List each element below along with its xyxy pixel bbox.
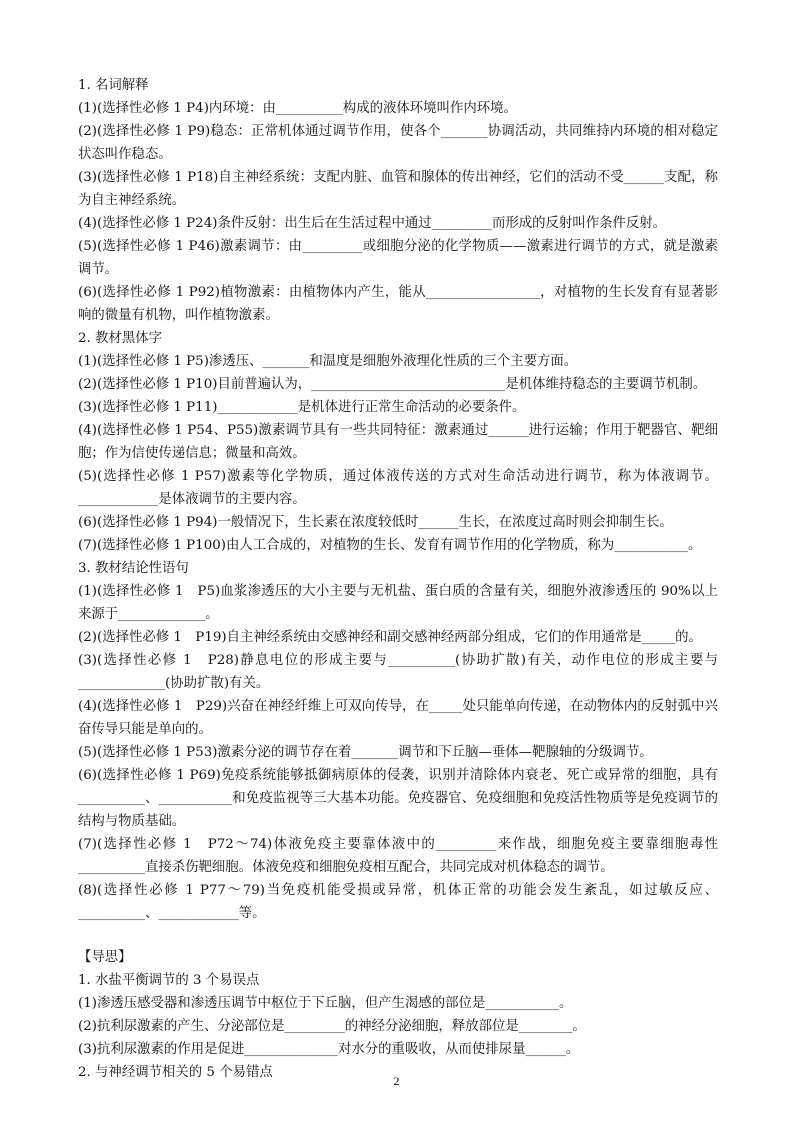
section-heading: 2. 与神经调节相关的 5 个易错点 <box>78 1065 273 1080</box>
section-heading: 3. 教材结论性语句 <box>78 561 189 576</box>
section-heading: 2. 教材黑体字 <box>78 331 162 346</box>
section-conclusions <box>78 557 718 925</box>
question-item: (4)(选择性必修 1 P24)条件反射：出生后在生活过程中通过_________而形成的反射叫作条件反射。 <box>78 216 667 231</box>
question-item: (6)(选择性必修 1 P94)一般情况下，生长素在浓度较低时______生长，在浓度过高时则会抑制生长。 <box>78 515 673 530</box>
question-item: (6)(选择性必修 1 P69)免疫系统能够抵御病原体的侵袭，识别并清除体内衰老、死亡或异常的细胞，具有__________、___________和免疫监视等三大基本功能。免疫器官、免疫细胞和免疫活性物质等是免疫调节的结构与物质基础。 <box>78 768 718 829</box>
section-heading: 1. 水盐平衡调节的 3 个易误点 <box>78 973 260 988</box>
document-body <box>78 74 718 1084</box>
question-item: (7)(选择性必修 1 P72～74)体液免疫主要靠体液中的_________来作战，细胞免疫主要靠细胞毒性__________直接杀伤靶细胞。体液免疫和细胞免疫相互配合，共同完成对机体稳态的调节。 <box>78 837 718 875</box>
question-item: (3)(选择性必修 1 P28)静息电位的形成主要与__________(协助扩散)有关，动作电位的形成主要与_____________(协助扩散)有关。 <box>78 653 718 691</box>
question-item: (2)(选择性必修 1 P9)稳态：正常机体通过调节作用，使各个_______协调活动，共同维持内环境的相对稳定状态叫作稳态。 <box>78 124 718 162</box>
page-number: 2 <box>393 1074 400 1088</box>
section-bold-text <box>78 327 718 557</box>
question-item: (4)(选择性必修 1 P54、P55)激素调节具有一些共同特征：激素通过______进行运输；作用于靶器官、靶细胞；作为信使传递信息；微量和高效。 <box>78 423 718 461</box>
question-item: (1)(选择性必修 1 P4)内环境：由__________构成的液体环境叫作内环境。 <box>78 101 517 116</box>
question-item: (6)(选择性必修 1 P92)植物激素：由植物体内产生，能从_________________，对植物的生长发育有显著影响的微量有机物，叫作植物激素。 <box>78 285 718 323</box>
question-item: (2)(选择性必修 1 P10)目前普遍认为，_____________________________是机体维持稳态的主要调节机制。 <box>78 377 707 392</box>
question-item: (1)(选择性必修 1 P5)渗透压、_______和温度是细胞外液理化性质的三个主要方面。 <box>78 354 578 369</box>
question-item: (1)渗透压感受器和渗透压调节中枢位于下丘脑，但产生渴感的部位是___________。 <box>78 996 573 1011</box>
question-item: (3)(选择性必修 1 P18)自主神经系统：支配内脏、血管和腺体的传出神经，它们的活动不受______支配，称为自主神经系统。 <box>78 170 718 208</box>
question-item: (2)(选择性必修 1 P19)自主神经系统由交感神经和副交感神经两部分组成，它们的作用通常是_____的。 <box>78 630 702 645</box>
question-item: (4)(选择性必修 1 P29)兴奋在神经纤维上可双向传导，在_____处只能单向传递，在动物体内的反射弧中兴奋传导只能是单向的。 <box>78 699 718 737</box>
question-item: (2)抗利尿激素的产生、分泌部位是_________的神经分泌细胞，释放部位是________。 <box>78 1019 586 1034</box>
guide-title: 【导思】 <box>78 950 132 965</box>
question-item: (3)抗利尿激素的作用是促进______________对水分的重吸收，从而使排尿量______。 <box>78 1042 580 1057</box>
section-terms <box>78 74 718 327</box>
section-heading: 1. 名词解释 <box>78 78 149 93</box>
question-item: (7)(选择性必修 1 P100)由人工合成的，对植物的生长、发育有调节作用的化学物质，称为___________。 <box>78 538 702 553</box>
question-item: (1)(选择性必修 1 P5)血浆渗透压的大小主要与无机盐、蛋白质的含量有关，细胞外液渗透压的 90%以上来源于_____________。 <box>78 584 718 622</box>
spacer <box>78 925 718 946</box>
question-item: (8)(选择性必修 1 P77～79)当免疫机能受损或异常，机体正常的功能会发生紊乱，如过敏反应、__________、____________等。 <box>78 883 718 921</box>
question-item: (5)(选择性必修 1 P53)激素分泌的调节存在着_______调节和下丘脑—垂体—靶腺轴的分级调节。 <box>78 745 653 760</box>
question-item: (5)(选择性必修 1 P57)激素等化学物质，通过体液传送的方式对生命活动进行调节，称为体液调节。____________是体液调节的主要内容。 <box>78 469 718 507</box>
question-item: (3)(选择性必修 1 P11)____________是机体进行正常生命活动的必要条件。 <box>78 400 526 415</box>
section-guide <box>78 946 718 1084</box>
question-item: (5)(选择性必修 1 P46)激素调节：由_________或细胞分泌的化学物质——激素进行调节的方式，就是激素调节。 <box>78 239 718 277</box>
